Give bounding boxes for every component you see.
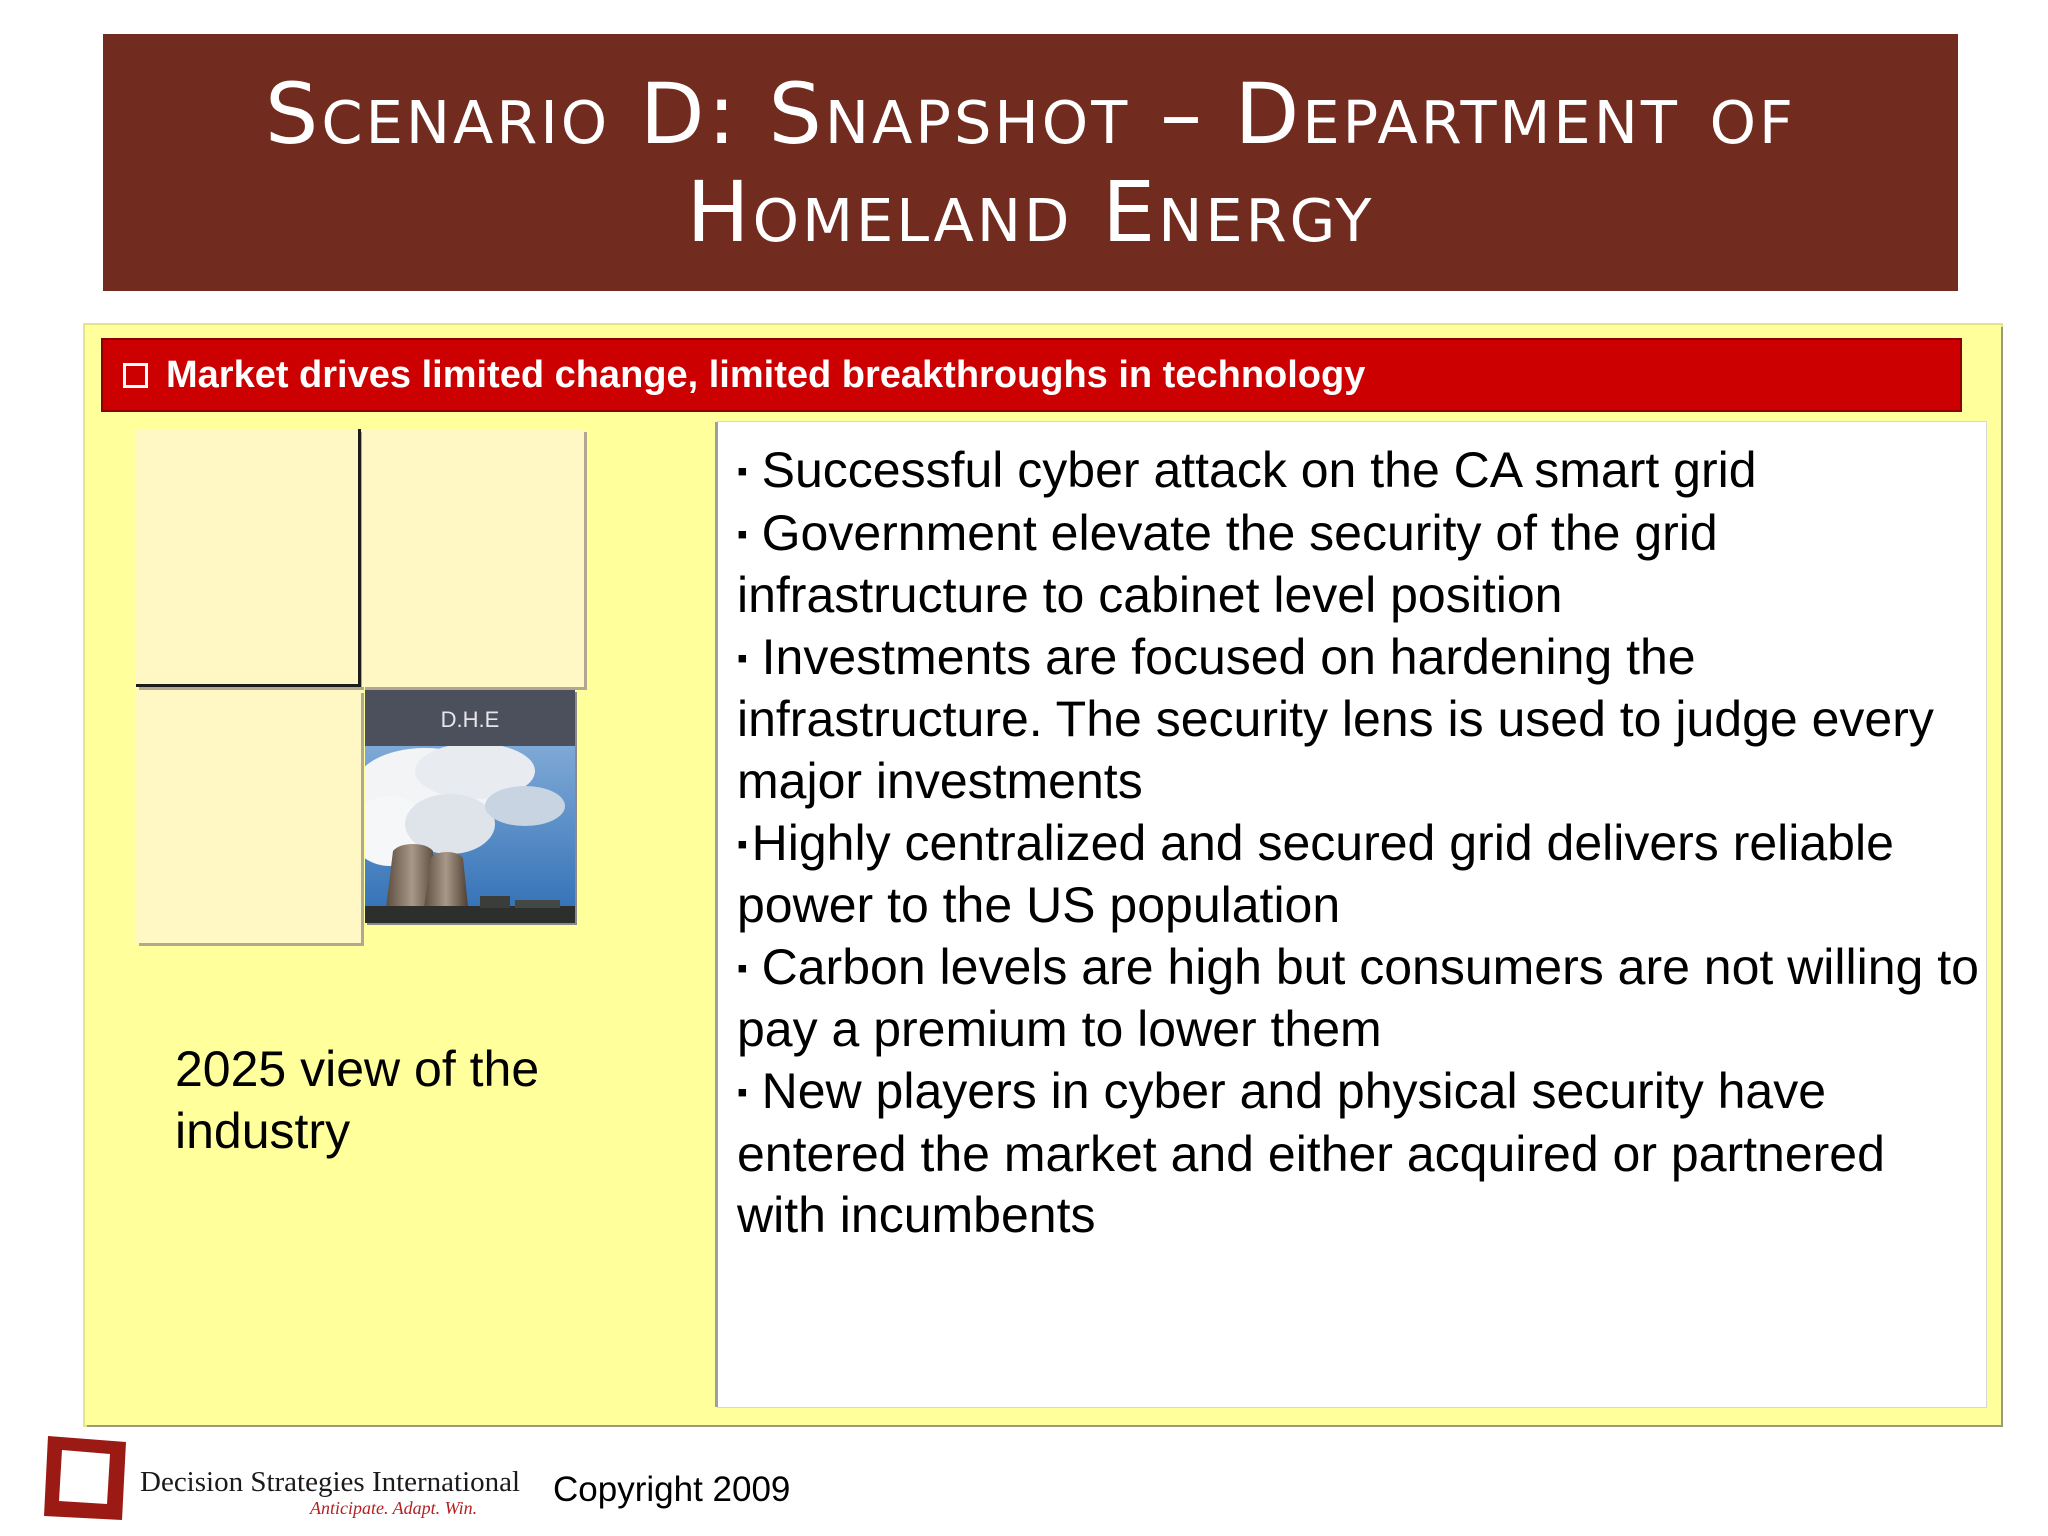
bullet-item — [737, 627, 1982, 813]
bullet-item — [737, 937, 1982, 1061]
dhe-cover-image — [365, 690, 575, 923]
bullet-list — [737, 440, 1982, 1247]
bullet-item — [737, 813, 1982, 937]
bullet-item — [737, 503, 1982, 627]
bullet-marker-icon: ▪ — [737, 455, 748, 488]
bullet-text: Carbon levels are high but consumers are not willing to pay a premium to lower them — [737, 938, 1979, 1058]
tile-divider-horizontal — [136, 684, 361, 687]
slide-title — [265, 65, 1796, 261]
company-name: Decision Strategies International — [140, 1466, 521, 1498]
bullet-text: Highly centralized and secured grid delivers reliable power to the US population — [737, 814, 1894, 934]
scenario-banner — [103, 340, 1960, 410]
bullet-marker-icon: ▪ — [737, 951, 748, 985]
bullet-marker-icon: ▪ — [737, 641, 748, 675]
company-tagline: Anticipate. Adapt. Win. — [310, 1498, 478, 1518]
cooling-towers-image — [365, 746, 575, 923]
bullet-marker-icon: ▪ — [737, 827, 748, 861]
banner-text: Market drives limited change, limited breakthroughs in technology — [166, 353, 1366, 396]
bullet-text: Successful cyber attack on the CA smart grid — [761, 442, 1757, 498]
scenario-tile-top-left — [136, 429, 361, 687]
bullet-item — [737, 1061, 1982, 1247]
bullet-text: New players in cyber and physical security have entered the market and either acquired or partnered with incumbents — [737, 1062, 1885, 1244]
title-line-2: Homeland Energy — [686, 162, 1375, 261]
cover-label: D.H.E — [365, 690, 575, 746]
checkbox-icon — [123, 363, 148, 388]
bullet-marker-icon: ▪ — [737, 517, 748, 551]
copyright-text: Copyright 2009 — [553, 1470, 791, 1509]
dsi-logo-icon — [38, 1428, 134, 1524]
bullet-text: Government elevate the security of the grid infrastructure to cabinet level position — [737, 504, 1718, 624]
caption-text: 2025 view of the industry — [175, 1041, 540, 1159]
tile-divider-vertical — [358, 429, 361, 687]
title-bar — [103, 34, 1958, 291]
bullet-marker-icon: ▪ — [737, 1075, 748, 1109]
bullet-item — [737, 440, 1982, 503]
bullet-text: Investments are focused on hardening the infrastructure. The security lens is used to judge every major investments — [737, 628, 1934, 809]
scenario-tile-top-right — [362, 429, 584, 687]
scenario-tile-bottom-left — [136, 690, 361, 943]
title-line-1: Scenario D: Snapshot – Department of — [265, 64, 1796, 163]
